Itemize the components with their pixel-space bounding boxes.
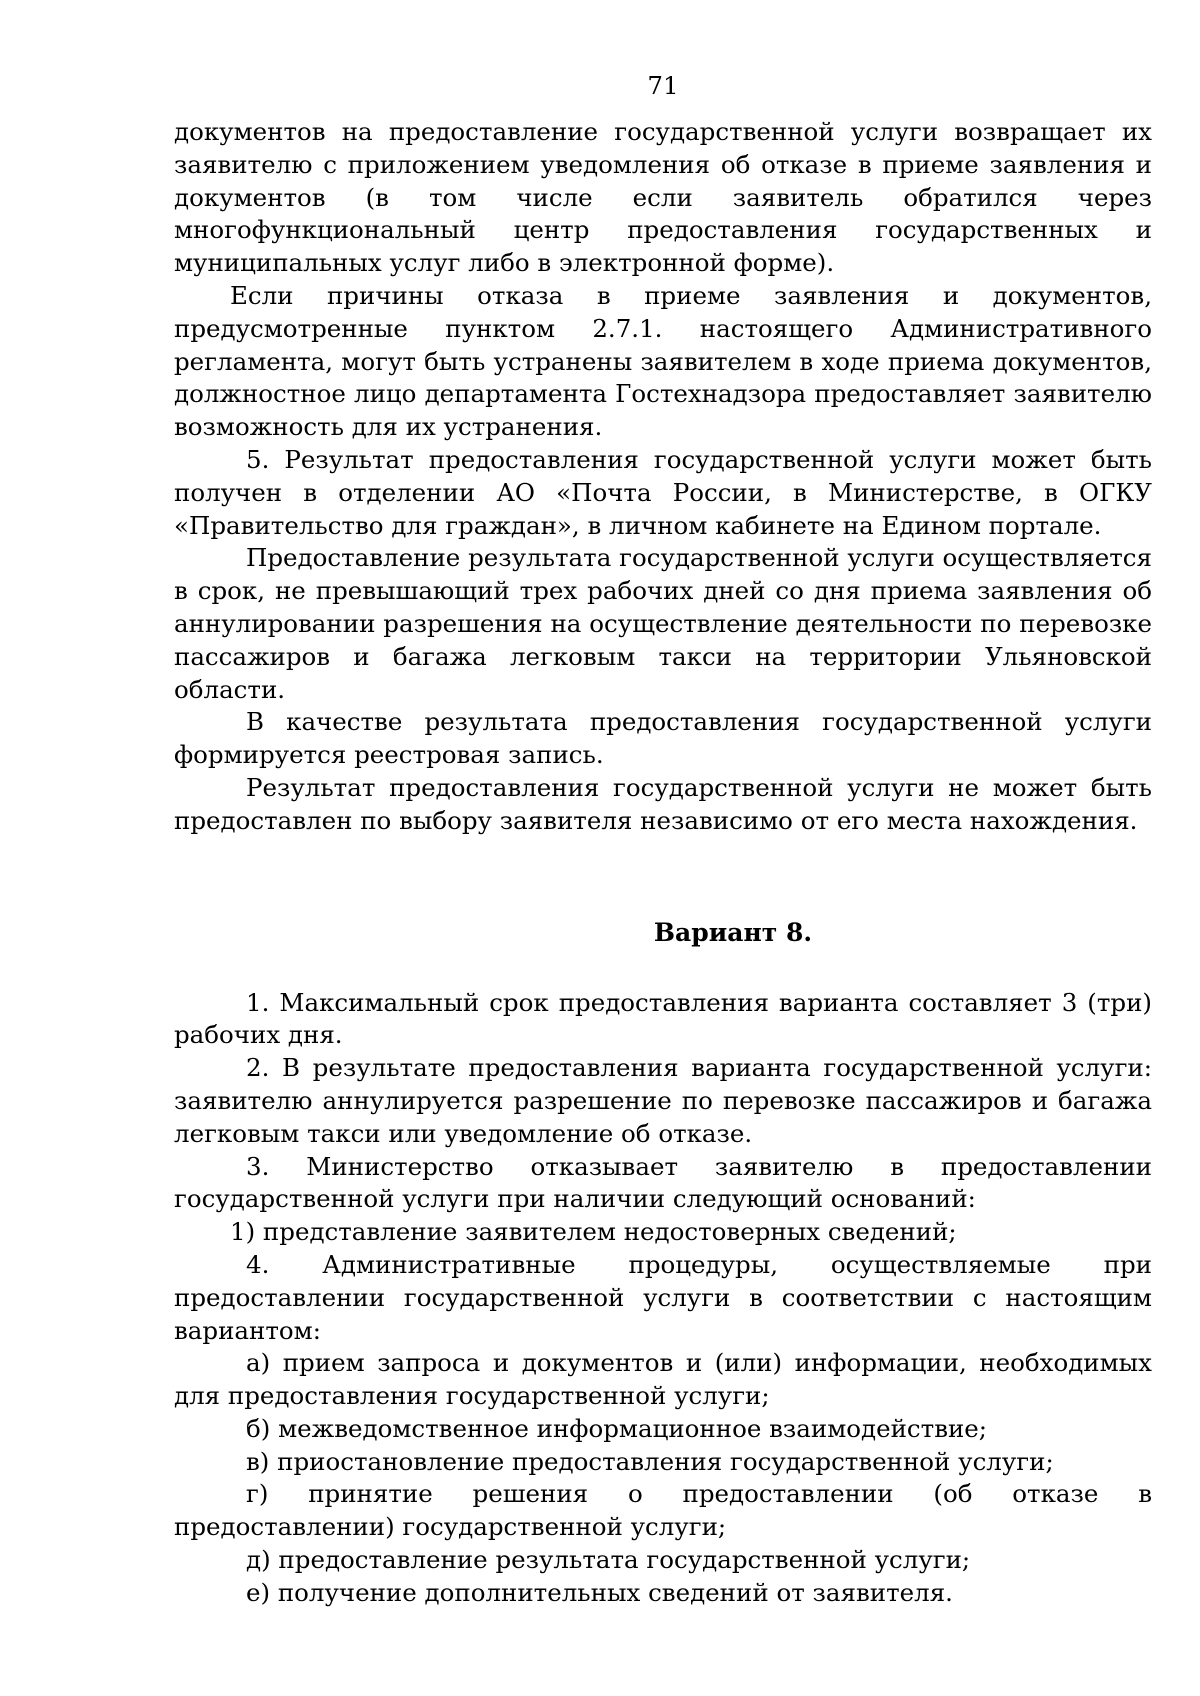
list-item: 1) представление заявителем недостоверных сведений; xyxy=(230,1217,957,1247)
document-page xyxy=(174,70,1152,1610)
list-item: г) принятие решения о предоставлении (об отказе в предоставлении) государственной услуги; xyxy=(174,1479,1152,1542)
paragraph: 5. Результат предоставления государственной услуги может быть получен в отделении АО «Почта России, в Министерстве, в ОГКУ «Правительство для граждан», в личном кабинете на Едином портале. xyxy=(174,444,1152,540)
page-number: 71 xyxy=(647,71,679,100)
list-item: в) приостановление предоставления государственной услуги; xyxy=(246,1446,1054,1476)
paragraph: Предоставление результата государственной услуги осуществляется в срок, не превышающий трех рабочих дней со дня приема заявления об аннулировании разрешения на осуществление деятельности по перевозке пассажиров и багажа легковым такси на территории Ульяновской области. xyxy=(174,543,1152,704)
paragraph: 3. Министерство отказывает заявителю в предоставлении государственной услуги при наличии следующий оснований: xyxy=(174,1151,1152,1214)
section-title: Вариант 8. xyxy=(653,917,813,947)
list-item: а) прием запроса и документов и (или) информации, необходимых для предоставления государственной услуги; xyxy=(174,1348,1152,1411)
list-item: д) предоставление результата государственной услуги; xyxy=(246,1545,971,1575)
paragraph: 4. Административные процедуры, осуществляемые при предоставлении государственной услуги в соответствии с настоящим вариантом: xyxy=(174,1249,1152,1345)
list-item: е) получение дополнительных сведений от заявителя. xyxy=(246,1577,953,1607)
paragraph: Если причины отказа в приеме заявления и документов, предусмотренные пунктом 2.7.1. настоящего Административного регламента, могут быть устранены заявителем в ходе приема документов, должностное лицо департамента Гостехнадзора предоставляет заявителю возможность для их устранения. xyxy=(174,280,1152,442)
paragraph: В качестве результата предоставления государственной услуги формируется реестровая запись. xyxy=(174,707,1152,770)
paragraph: документов на предоставление государственной услуги возвращает их заявителю с приложением уведомления об отказе в приеме заявления и документов (в том числе если заявитель обратился через многофункциональный центр предоставления государственных и муниципальных услуг либо в электронной форме). xyxy=(174,117,1152,278)
paragraph: 1. Максимальный срок предоставления варианта составляет 3 (три) рабочих дня. xyxy=(174,987,1152,1050)
paragraph: Результат предоставления государственной услуги не может быть предоставлен по выбору заявителя независимо от его места нахождения. xyxy=(174,772,1152,835)
list-item: б) межведомственное информационное взаимодействие; xyxy=(246,1413,988,1443)
paragraph: 2. В результате предоставления варианта государственной услуги: заявителю аннулируется разрешение по перевозке пассажиров и багажа легковым такси или уведомление об отказе. xyxy=(174,1053,1152,1148)
